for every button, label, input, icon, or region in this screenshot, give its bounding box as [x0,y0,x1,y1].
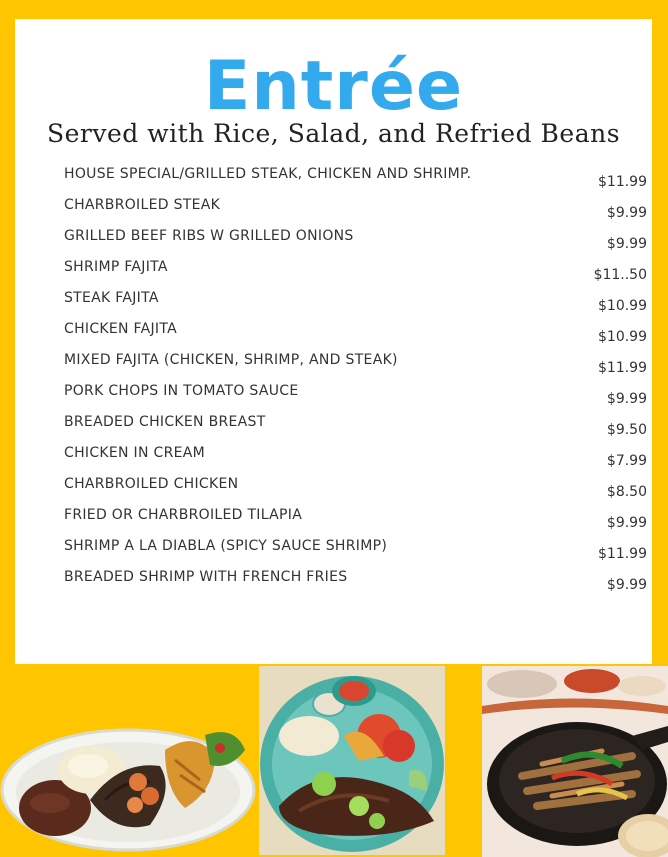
menu-item [64,476,649,507]
fajita-skillet-photo [482,666,668,857]
menu-item-price: $9.50 [606,422,647,438]
menu-item-name: CHARBROILED STEAK [64,197,221,213]
menu-item-name: FRIED OR CHARBROILED TILAPIA [64,507,303,523]
menu-item-name: STEAK FAJITA [64,290,159,306]
menu-item-price: $11.99 [598,546,647,562]
menu-item [64,321,649,352]
menu-item [64,197,649,228]
menu-item [64,538,649,569]
menu-item-price: $9.99 [606,236,647,252]
menu-item-price: $9.99 [606,577,647,593]
menu-item [64,290,649,321]
menu-item [64,228,649,259]
menu-item-name: SHRIMP A LA DIABLA (SPICY SAUCE SHRIMP) [64,538,388,554]
menu-item-price: $8.50 [606,484,647,500]
menu-list [64,166,649,600]
menu-item-price: $7.99 [606,453,647,469]
menu-item-name: SHRIMP FAJITA [64,259,168,275]
menu-item-price: $9.99 [606,391,647,407]
menu-item-price: $9.99 [606,515,647,531]
menu-item-name: CHICKEN FAJITA [64,321,178,337]
menu-item-price: $10.99 [598,298,647,314]
menu-item-name: HOUSE SPECIAL/GRILLED STEAK, CHICKEN AND SHRIMP. [64,166,472,182]
menu-item [64,383,649,414]
page-subtitle: Served with Rice, Salad, and Refried Beans [46,119,621,148]
house-special-plate-photo [0,700,256,857]
menu-item-name: PORK CHOPS IN TOMATO SAUCE [64,383,299,399]
menu-item [64,352,649,383]
menu-item-price: $11..50 [593,267,647,283]
menu-item-name: BREADED CHICKEN BREAST [64,414,266,430]
menu-item-name: CHARBROILED CHICKEN [64,476,239,492]
menu-item-name: GRILLED BEEF RIBS W GRILLED ONIONS [64,228,354,244]
menu-item [64,507,649,538]
page-title: Entrée [203,47,464,126]
menu-item-price: $11.99 [598,360,647,376]
menu-item [64,445,649,476]
menu-item-price: $11.99 [598,174,647,190]
menu-item [64,166,649,197]
menu-item [64,414,649,445]
menu-item [64,259,649,290]
menu-item-name: CHICKEN IN CREAM [64,445,206,461]
menu-item-price: $10.99 [598,329,647,345]
menu-panel [15,19,652,664]
menu-item [64,569,649,600]
menu-item-name: MIXED FAJITA (CHICKEN, SHRIMP, AND STEAK) [64,352,398,368]
fried-tilapia-photo [259,666,445,855]
menu-item-price: $9.99 [606,205,647,221]
menu-item-name: BREADED SHRIMP WITH FRENCH FRIES [64,569,348,585]
